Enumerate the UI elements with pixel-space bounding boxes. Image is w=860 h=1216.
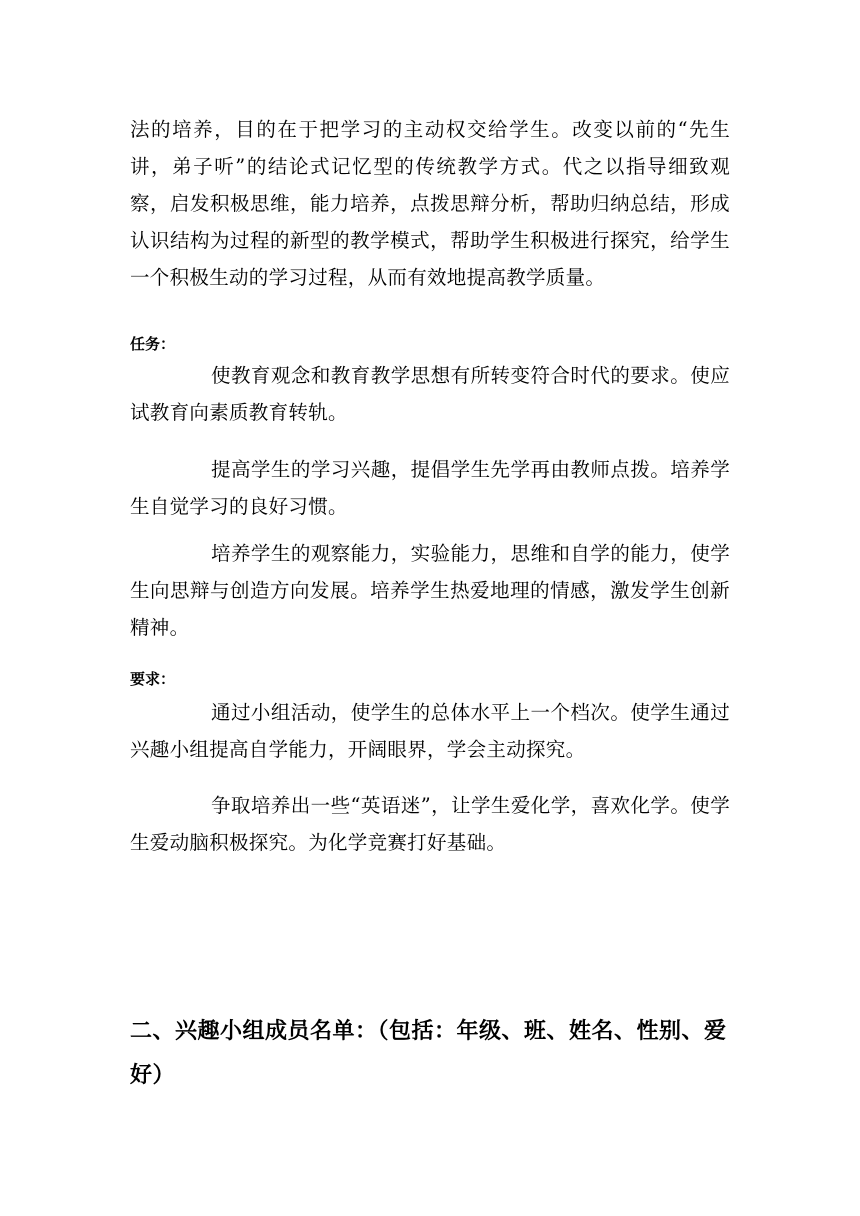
intro-paragraph: 法的培养，目的在于把学习的主动权交给学生。改变以前的“先生讲，弟子听”的结论式记忆型的传统教学方式。代之以指导细致观察，启发积极思维，能力培养，点拨思辩分析，帮助归纳总结，形成认识结构为过程的新型的教学模式，帮助学生积极进行探究，给学生一个积极生动的学习过程，从而有效地提高教学质量。	[130, 118, 730, 289]
requirements-label: 要求：	[130, 670, 176, 688]
task-item-2: 提高学生的学习兴趣，提倡学生先学再由教师点拨。培养学生自觉学习的良好习惯。	[130, 458, 730, 518]
section-2-heading: 二、兴趣小组成员名单：（包括：年级、班、姓名、性别、爱好）	[130, 1019, 727, 1088]
tasks-label: 任务：	[130, 335, 176, 353]
requirement-item-1: 通过小组活动，使学生的总体水平上一个档次。使学生通过兴趣小组提高自学能力，开阔眼界，学会主动探究。	[130, 701, 730, 761]
requirement-item-2: 争取培养出一些“英语迷”，让学生爱化学，喜欢化学。使学生爱动脑积极探究。为化学竞赛打好基础。	[130, 794, 730, 854]
task-item-3: 培养学生的观察能力，实验能力，思维和自学的能力，使学生向思辩与创造方向发展。培养学生热爱地理的情感，激发学生创新精神。	[130, 542, 730, 639]
task-item-1: 使教育观念和教育教学思想有所转变符合时代的要求。使应试教育向素质教育转轨。	[130, 364, 730, 424]
